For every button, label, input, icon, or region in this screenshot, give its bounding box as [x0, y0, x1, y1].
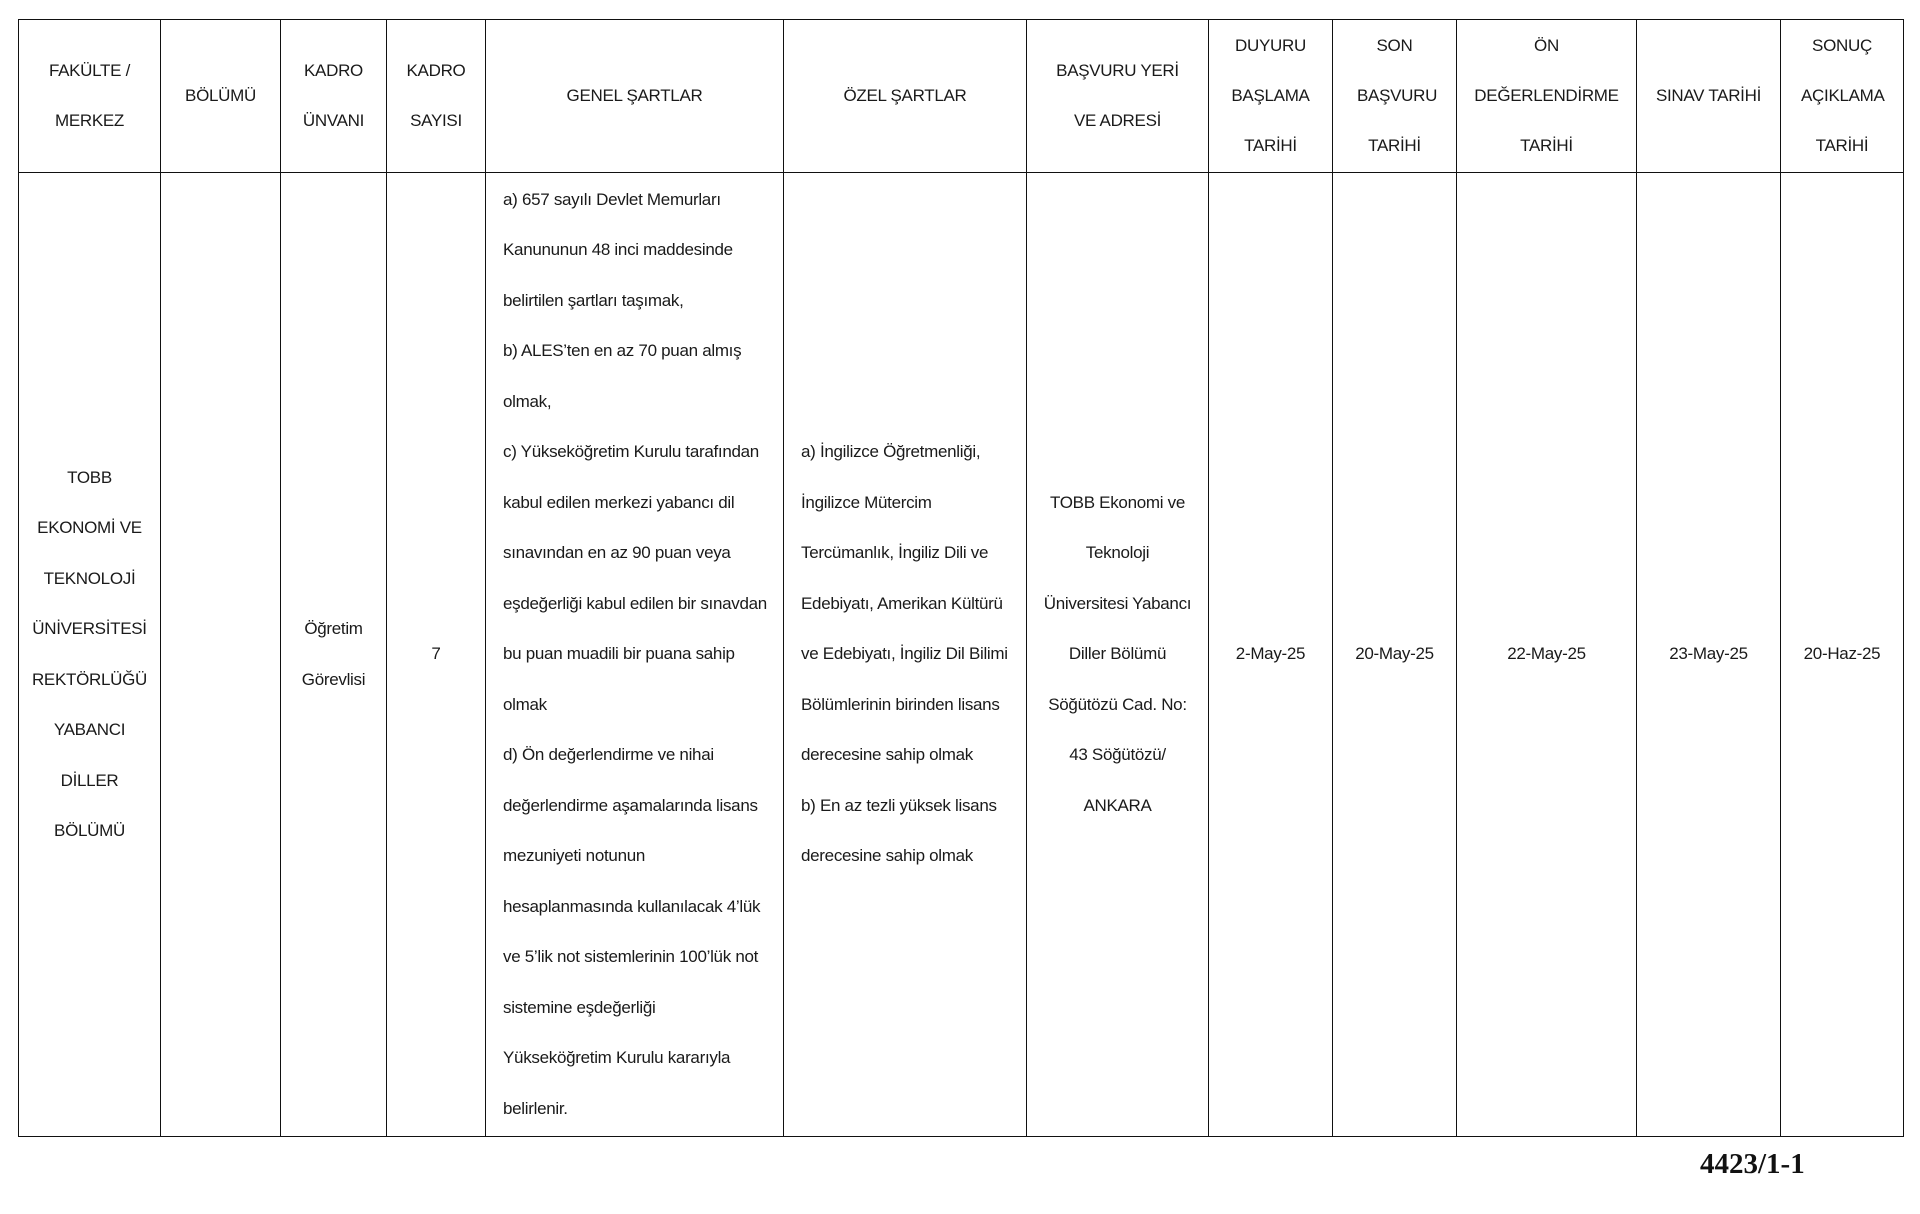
- header-count: KADRO SAYISI: [387, 20, 486, 173]
- cell-exam-date: 23-May-25: [1637, 173, 1781, 1137]
- cell-count: 7: [387, 173, 486, 1137]
- header-general-requirements: GENEL ŞARTLAR: [486, 20, 784, 173]
- header-exam-date: SINAV TARİHİ: [1637, 20, 1781, 173]
- special-requirement-b: b) En az tezli yüksek lisans derecesine sahip olmak: [801, 795, 997, 866]
- header-department: BÖLÜMÜ: [161, 20, 281, 173]
- cell-faculty: TOBB EKONOMİ VE TEKNOLOJİ ÜNİVERSİTESİ REKTÖRLÜĞÜ YABANCI DİLLER BÖLÜMÜ: [19, 173, 161, 1137]
- reference-code: 4423/1-1: [1700, 1148, 1805, 1180]
- general-requirement-a: a) 657 sayılı Devlet Memurları Kanununun 48 inci maddesinde belirtilen şartları taşımak,: [503, 189, 733, 310]
- cell-preeval-date: 22-May-25: [1457, 173, 1637, 1137]
- general-requirement-d: d) Ön değerlendirme ve nihai değerlendirme aşamalarında lisans mezuniyeti notunun hesaplanmasında kullanılacak 4’lük ve 5’lik not sistemlerinin 100’lük not sistemine eşdeğerliği Yükseköğretim Kurulu kararıyla belirlenir.: [503, 745, 761, 1118]
- header-announce-date: DUYURU BAŞLAMA TARİHİ: [1209, 20, 1333, 173]
- header-result-date: SONUÇ AÇIKLAMA TARİHİ: [1781, 20, 1904, 173]
- general-requirement-b: b) ALES’ten en az 70 puan almış olmak,: [503, 341, 742, 411]
- cell-general-requirements: [486, 173, 784, 1137]
- header-title: KADRO ÜNVANI: [281, 20, 387, 173]
- cell-application-address: TOBB Ekonomi ve Teknoloji Üniversitesi Yabancı Diller Bölümü Söğütözü Cad. No: 43 Söğütözü/ ANKARA: [1027, 173, 1209, 1137]
- cell-title: Öğretim Görevlisi: [281, 173, 387, 1137]
- header-row: [19, 20, 1904, 173]
- cell-result-date: 20-Haz-25: [1781, 173, 1904, 1137]
- table-row: [19, 173, 1904, 1137]
- header-deadline-date: SON BAŞVURU TARİHİ: [1333, 20, 1457, 173]
- special-requirement-a: a) İngilizce Öğretmenliği, İngilizce Mütercim Tercümanlık, İngiliz Dili ve Edebiyatı, Amerikan Kültürü ve Edebiyatı, İngiliz Dil Bilimi Bölümlerinin birinden lisans derecesine sahip olmak: [801, 442, 1008, 765]
- header-application-address: BAŞVURU YERİ VE ADRESİ: [1027, 20, 1209, 173]
- cell-department: [161, 173, 281, 1137]
- header-special-requirements: ÖZEL ŞARTLAR: [784, 20, 1027, 173]
- cell-deadline-date: 20-May-25: [1333, 173, 1457, 1137]
- general-requirement-c: c) Yükseköğretim Kurulu tarafından kabul edilen merkezi yabancı dil sınavından en az 90 puan veya eşdeğerliği kabul edilen bir sınavdan bu puan muadili bir puana sahip olmak: [503, 442, 767, 714]
- announcement-table: [18, 19, 1904, 1137]
- header-faculty: FAKÜLTE / MERKEZ: [19, 20, 161, 173]
- header-preeval-date: ÖN DEĞERLENDİRME TARİHİ: [1457, 20, 1637, 173]
- cell-announce-date: 2-May-25: [1209, 173, 1333, 1137]
- cell-special-requirements: [784, 173, 1027, 1137]
